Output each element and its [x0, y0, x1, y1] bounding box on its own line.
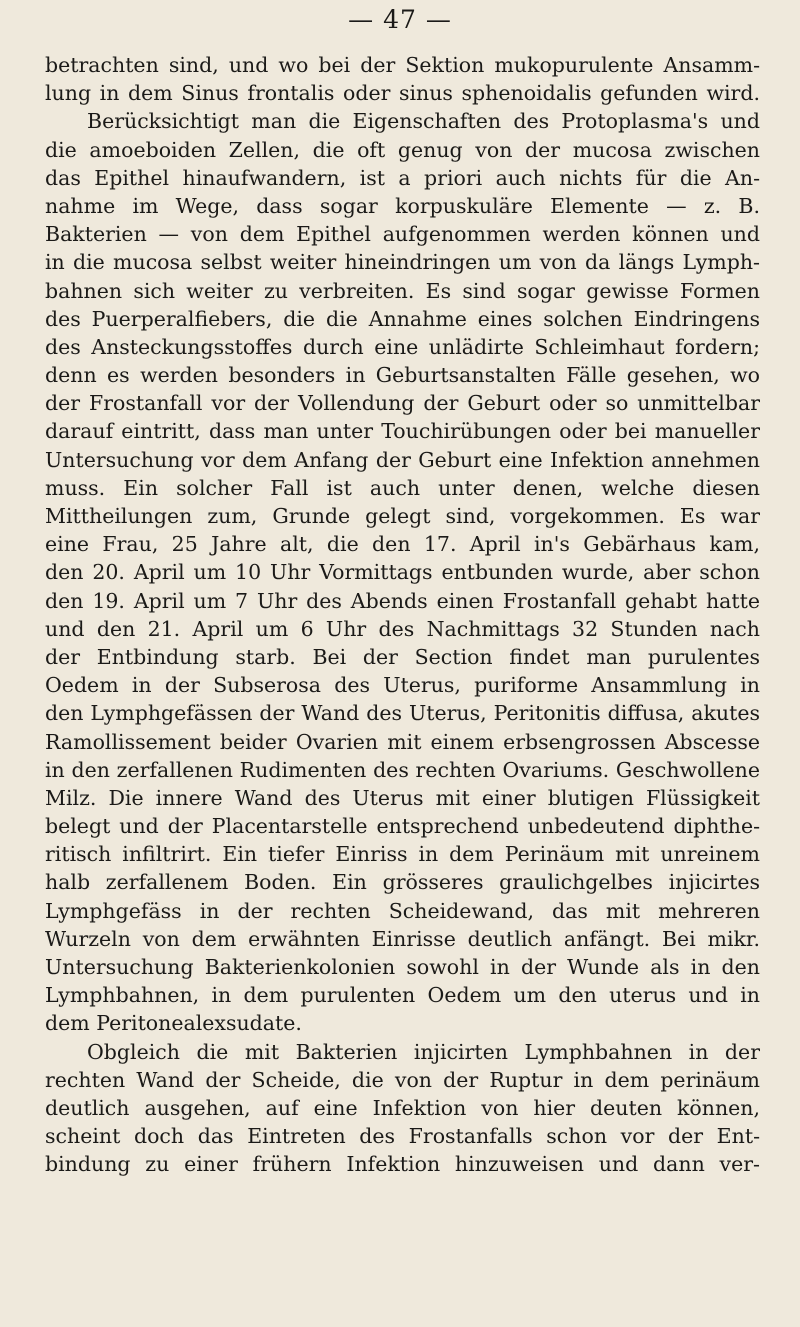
text-line: Wurzeln von dem erwähnten Einrisse deutlich anfängt. Bei mikr.	[45, 926, 760, 951]
text-line: bahnen sich weiter zu verbreiten. Es sind sogar gewisse Formen	[45, 278, 760, 303]
text-line: belegt und der Placentarstelle entsprechend unbedeutend diphthe-	[45, 814, 760, 839]
text-line: Berücksichtigt man die Eigenschaften des Protoplasma's und	[87, 109, 760, 134]
text-line: deutlich ausgehen, auf eine Infektion von hier deuten können,	[45, 1095, 760, 1120]
text-line: den 19. April um 7 Uhr des Abends einen Frostanfall gehabt hatte	[45, 588, 760, 613]
text-line: betrachten sind, und wo bei der Sektion mukopurulente Ansamm-	[45, 53, 760, 77]
text-line: Obgleich die mit Bakterien injicirten Lymphbahnen in der	[87, 1039, 760, 1064]
text-line: Untersuchung vor dem Anfang der Geburt eine Infektion annehmen	[45, 447, 760, 472]
body-text	[45, 51, 760, 1179]
text-line: nahme im Wege, dass sogar korpuskuläre Elemente — z. B.	[45, 193, 760, 218]
text-line: Untersuchung Bakterienkolonien sowohl in der Wunde als in den	[45, 955, 760, 979]
text-line: den 20. April um 10 Uhr Vormittags entbunden wurde, aber schon	[45, 560, 760, 585]
text-line: halb zerfallenem Boden. Ein grösseres graulichgelbes injicirtes	[45, 870, 760, 895]
text-line: ritisch infiltrirt. Ein tiefer Einriss in dem Perinäum mit unreinem	[45, 842, 760, 867]
text-line: rechten Wand der Scheide, die von der Ruptur in dem perinäum	[45, 1067, 760, 1092]
text-line: des Puerperalfiebers, die die Annahme eines solchen Eindringens	[45, 306, 760, 331]
text-line: muss. Ein solcher Fall ist auch unter denen, welche diesen	[45, 475, 760, 500]
text-line: Bakterien — von dem Epithel aufgenommen werden können und	[45, 222, 760, 247]
text-line: bindung zu einer frühern Infektion hinzuweisen und dann ver-	[45, 1152, 760, 1177]
text-line: lung in dem Sinus frontalis oder sinus sphenoidalis gefunden wird.	[45, 81, 760, 106]
text-line: die amoeboiden Zellen, die oft genug von der mucosa zwischen	[45, 137, 760, 162]
text-line: Mittheilungen zum, Grunde gelegt sind, vorgekommen. Es war	[45, 504, 760, 528]
text-line: Milz. Die innere Wand des Uterus mit einer blutigen Flüssigkeit	[45, 785, 760, 810]
text-line: der Frostanfall vor der Vollendung der Geburt oder so unmittelbar	[45, 391, 760, 416]
text-line: Lymphgefäss in der rechten Scheidewand, das mit mehreren	[45, 898, 760, 923]
text-line: Lymphbahnen, in dem purulenten Oedem um den uterus und in	[45, 983, 760, 1008]
text-line: denn es werden besonders in Geburtsanstalten Fälle gesehen, wo	[45, 363, 760, 388]
text-line: des Ansteckungsstoffes durch eine unlädirte Schleimhaut fordern;	[45, 334, 760, 359]
text-line: scheint doch das Eintreten des Frostanfalls schon vor der Ent-	[45, 1124, 760, 1149]
text-line: den Lymphgefässen der Wand des Uterus, Peritonitis diffusa, akutes	[45, 701, 760, 726]
text-line: dem Peritonealexsudate.	[45, 1011, 302, 1036]
text-line: Ramollissement beider Ovarien mit einem erbsengrossen Abscesse	[45, 729, 760, 754]
text-line: in den zerfallenen Rudimenten des rechten Ovariums. Geschwollene	[45, 757, 760, 782]
page-number: — 47 —	[348, 5, 452, 34]
text-line: der Entbindung starb. Bei der Section findet man purulentes	[45, 644, 760, 669]
text-line: und den 21. April um 6 Uhr des Nachmittags 32 Stunden nach	[45, 616, 760, 641]
text-line: darauf eintritt, dass man unter Touchirübungen oder bei manueller	[45, 419, 760, 444]
text-line: Oedem in der Subserosa des Uterus, puriforme Ansammlung in	[45, 673, 760, 698]
text-line: das Epithel hinaufwandern, ist a priori auch nichts für die An-	[45, 165, 760, 190]
text-line: eine Frau, 25 Jahre alt, die den 17. April in's Gebärhaus kam,	[45, 532, 760, 557]
text-line: in die mucosa selbst weiter hineindringen um von da längs Lymph-	[45, 250, 760, 275]
